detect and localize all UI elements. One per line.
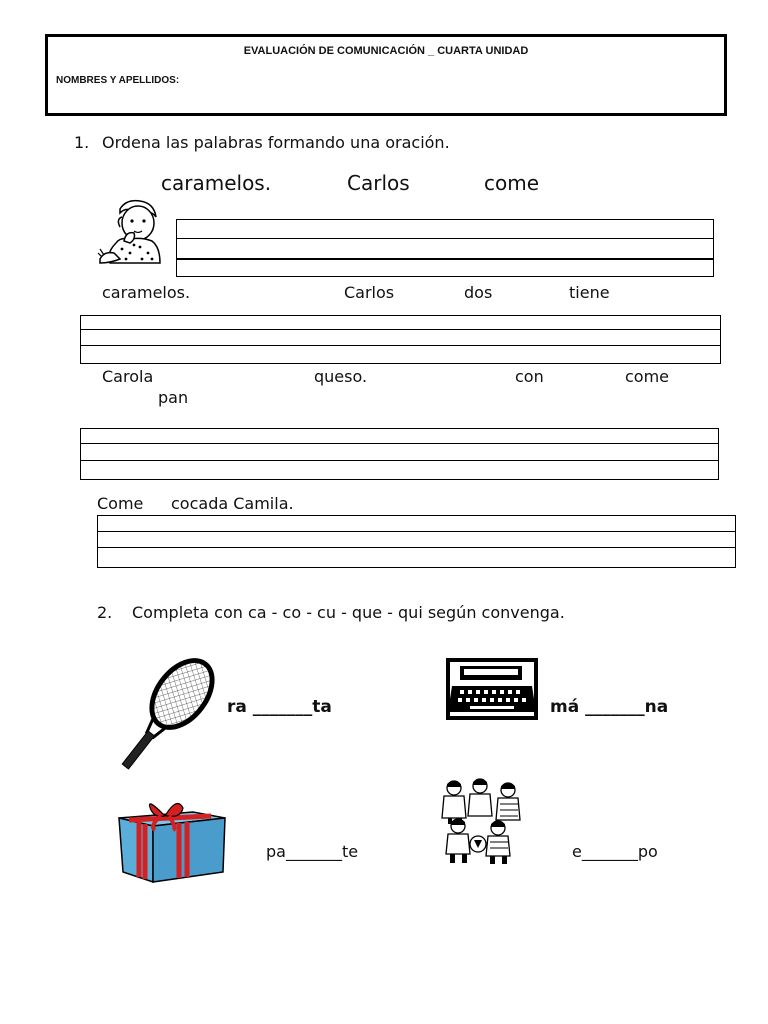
word-come-2: come — [625, 367, 670, 386]
word-queso: queso. — [314, 367, 368, 386]
word-con: con — [515, 367, 544, 386]
fill-paquete-suffix: te — [341, 842, 359, 861]
fill-equipo[interactable] — [572, 842, 658, 861]
fill-raqueta-blank[interactable]: _______ — [252, 697, 313, 717]
fill-paquete-prefix: pa — [266, 842, 286, 861]
boy-eating-icon — [96, 197, 170, 271]
word-caramelos: caramelos. — [161, 171, 272, 195]
question-1-number: 1. — [74, 133, 90, 152]
name-label: NOMBRES Y APELLIDOS: — [56, 75, 180, 86]
word-pan: pan — [158, 388, 189, 407]
team-icon — [434, 778, 530, 864]
word-carola: Carola — [102, 367, 154, 386]
answer-lines-3[interactable] — [80, 428, 719, 480]
word-cocada-camila: cocada Camila. — [171, 494, 294, 513]
word-come: come — [484, 171, 540, 195]
answer-lines-1[interactable] — [176, 219, 714, 277]
fill-paquete[interactable] — [266, 842, 358, 861]
word-tiene: tiene — [569, 283, 610, 302]
typewriter-icon — [446, 658, 538, 720]
fill-raqueta-prefix: ra — [227, 697, 253, 717]
word-come-3: Come — [97, 494, 144, 513]
exam-title: EVALUACIÓN DE COMUNICACIÓN _ CUARTA UNIDAD — [243, 45, 529, 57]
fill-maquina[interactable] — [550, 697, 668, 717]
gift-box-icon — [115, 796, 231, 884]
word-carlos: Carlos — [347, 171, 410, 195]
question-2-instruction: Completa con ca - co - cu - que - qui según convenga. — [132, 603, 565, 622]
word-carlos-2: Carlos — [344, 283, 395, 302]
fill-raqueta[interactable] — [227, 697, 332, 717]
fill-raqueta-suffix: ta — [312, 697, 332, 717]
word-dos: dos — [464, 283, 493, 302]
fill-maquina-suffix: na — [644, 697, 669, 717]
question-2-number: 2. — [97, 603, 113, 622]
tennis-racket-icon — [108, 652, 226, 782]
fill-equipo-suffix: po — [637, 842, 658, 861]
question-1-instruction: Ordena las palabras formando una oración. — [102, 133, 450, 152]
fill-paquete-blank[interactable]: _______ — [285, 842, 342, 861]
fill-maquina-prefix: má — [550, 697, 586, 717]
fill-maquina-blank[interactable]: _______ — [585, 697, 645, 717]
header-box — [45, 34, 727, 116]
fill-equipo-prefix: e — [572, 842, 582, 861]
fill-equipo-blank[interactable]: _______ — [581, 842, 638, 861]
answer-lines-2[interactable] — [80, 315, 721, 364]
answer-lines-4[interactable] — [97, 515, 736, 568]
word-caramelos-2: caramelos. — [102, 283, 191, 302]
